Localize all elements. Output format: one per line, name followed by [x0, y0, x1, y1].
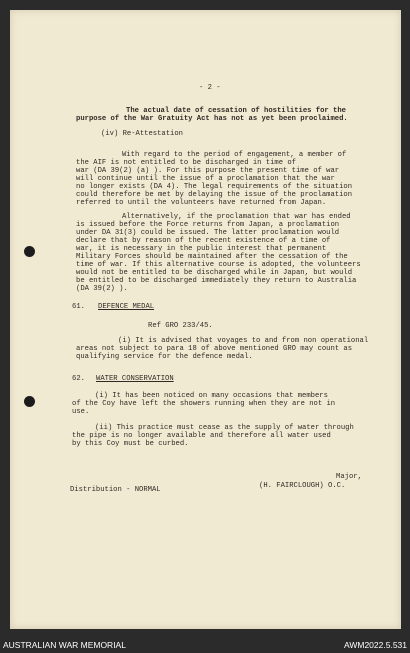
- section-62-para1-line: (i) It has been noticed on many occasions that members: [95, 392, 328, 400]
- section-iv-heading: (iv) Re-Attestation: [101, 130, 183, 138]
- distribution: Distribution - NORMAL: [70, 486, 161, 494]
- section-61-para-line: areas not subject to para 18 of above mentioned GRO may count as: [76, 345, 353, 353]
- intro-line-2: purpose of the War Gratuity Act has not as yet been proclaimed.: [76, 115, 348, 123]
- section-61-number: 61.: [72, 303, 85, 311]
- footer-institution: AUSTRALIAN WAR MEMORIAL: [3, 640, 126, 650]
- section-61-ref: Ref GRO 233/45.: [148, 322, 213, 330]
- punch-hole: [24, 246, 35, 257]
- section-61-para-line: (i) It is advised that voyages to and from non operational: [118, 337, 369, 345]
- section-62-number: 62.: [72, 375, 85, 383]
- section-iv-para1-line: no longer exists (DA 4). The legal requirements of the situation: [76, 183, 353, 191]
- section-62-para1-line: use.: [72, 408, 90, 416]
- section-iv-para2-line: under DA 31(3) could be issued. The latter proclamation would: [76, 229, 340, 237]
- section-iv-para2-line: Military Forces should be maintained after the cessation of the: [76, 253, 348, 261]
- signature-rank: Major,: [336, 473, 362, 481]
- intro-line-1: The actual date of cessation of hostilities for the: [126, 107, 346, 115]
- section-iv-para2-line: would not be entitled to be discharged while in Japan, but would: [76, 269, 353, 277]
- section-iv-para2-line: war, it is necessary in the public interest that permanent: [76, 245, 327, 253]
- section-62-para2-line: by this Coy must be curbed.: [72, 440, 189, 448]
- section-62-para2-line: (ii) This practice must cease as the supply of water through: [95, 424, 354, 432]
- section-iv-para1-line: With regard to the period of engagement, a member of: [122, 151, 347, 159]
- section-iv-para2-line: Alternatively, if the proclamation that war has ended: [122, 213, 351, 221]
- page-number: - 2 -: [199, 84, 221, 92]
- section-iv-para1-line: could therefore be met by delaying the issue of the proclamation: [76, 191, 353, 199]
- section-iv-para2-line: be entitled to be discharged immediately they return to Australia: [76, 277, 357, 285]
- punch-hole: [24, 396, 35, 407]
- section-62-title: WATER CONSERVATION: [96, 375, 174, 383]
- signature-name: (H. FAIRCLOUGH) O.C.: [259, 482, 346, 490]
- section-iv-para1-line: the AIF is not entitled to be discharged in time of: [76, 159, 296, 167]
- section-iv-para1-line: referred to until the volunteers have returned from Japan.: [76, 199, 327, 207]
- document-page: [10, 10, 401, 629]
- section-iv-para2-line: time of war. If this alternative course is adopted, the volunteers: [76, 261, 361, 269]
- section-61-title: DEFENCE MEDAL: [98, 303, 155, 311]
- section-62-para2-line: the pipe is no longer available and therefore all water used: [72, 432, 331, 440]
- section-iv-para1-line: war (DA 39(2) (a) ). For this purpose the present time of war: [76, 167, 340, 175]
- section-iv-para2-line: (DA 39(2) ).: [76, 285, 128, 293]
- archive-footer: [0, 634, 410, 653]
- section-61-para-line: qualifying service for the defence medal.: [76, 353, 253, 361]
- section-62-para1-line: of the Coy have left the showers running when they are not in: [72, 400, 336, 408]
- section-iv-para2-line: is issued before the Force returns from Japan, a proclamation: [76, 221, 340, 229]
- section-iv-para2-line: declare that by reason of the recent existence of a time of: [76, 237, 331, 245]
- section-iv-para1-line: will continue until the issue of a proclamation that the war: [76, 175, 335, 183]
- footer-accession-number: AWM2022.5.531: [344, 640, 407, 650]
